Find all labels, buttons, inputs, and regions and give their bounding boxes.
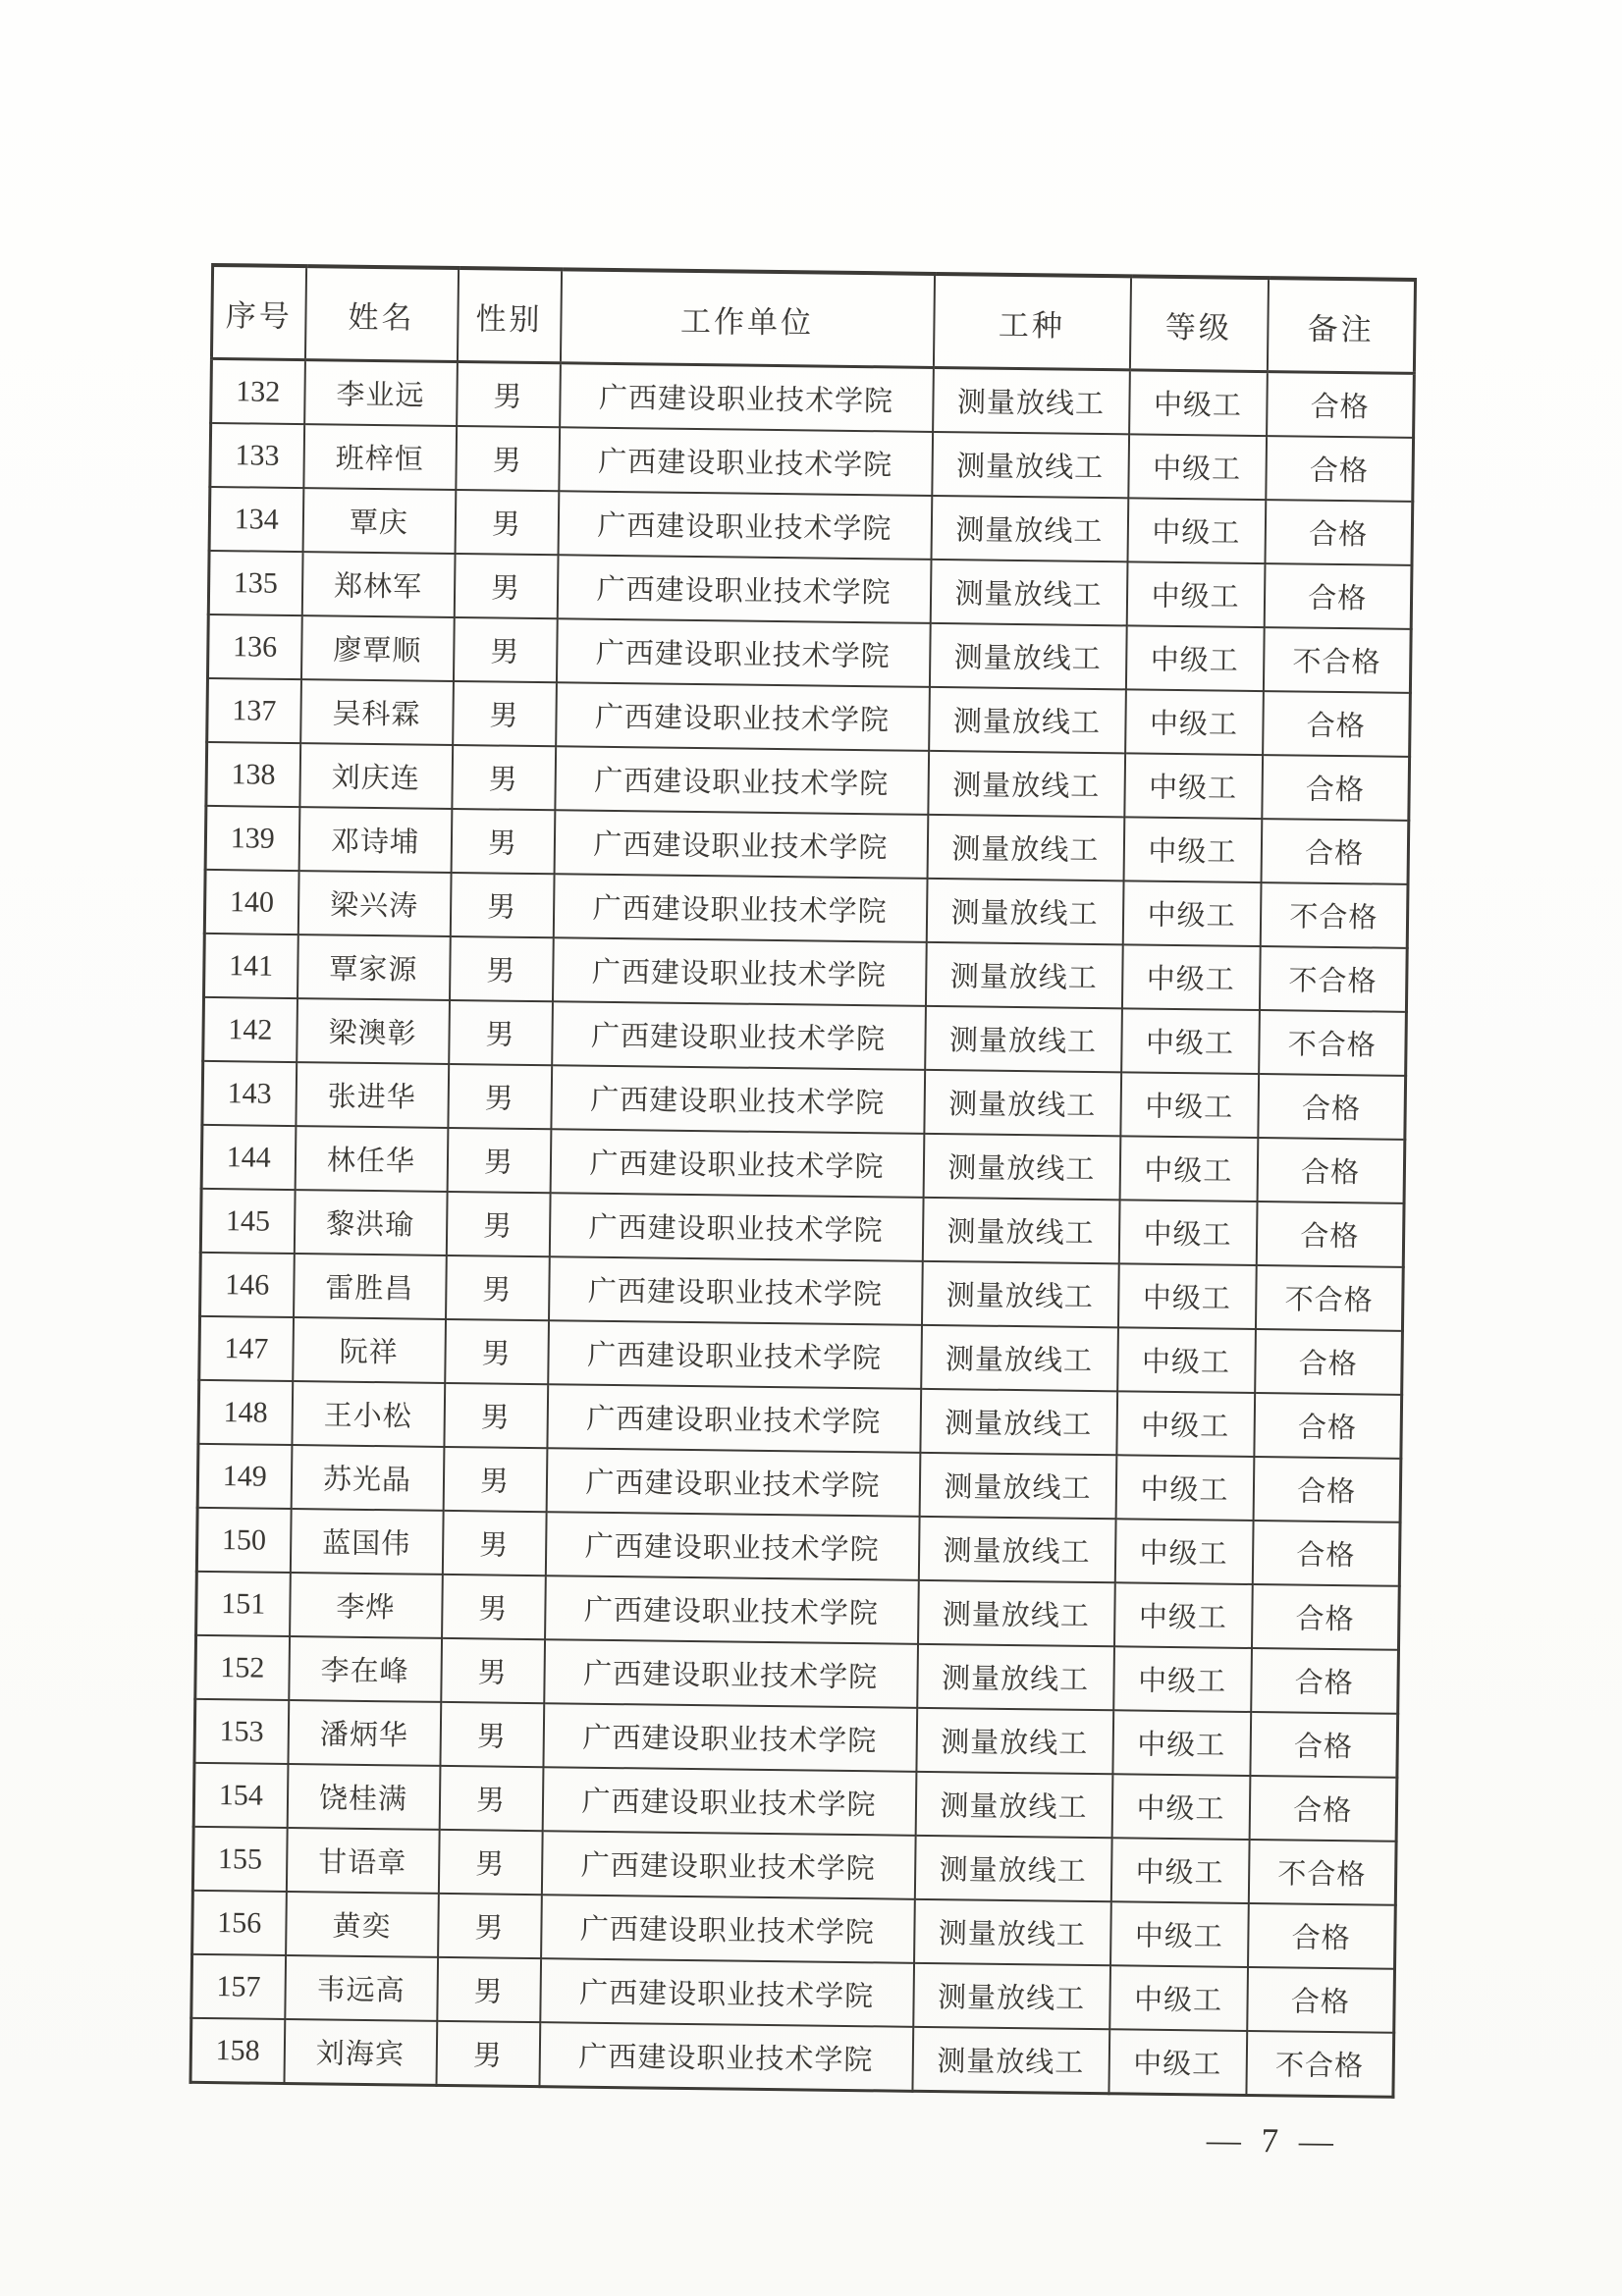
cell-name: 张进华 bbox=[296, 1062, 449, 1128]
cell-grade: 中级工 bbox=[1112, 1710, 1251, 1776]
cell-trade: 测量放线工 bbox=[929, 687, 1126, 753]
cell-gender: 男 bbox=[451, 809, 555, 874]
header-grade: 等级 bbox=[1129, 276, 1268, 371]
cell-name: 韦远高 bbox=[285, 1955, 438, 2021]
cell-grade: 中级工 bbox=[1122, 881, 1261, 946]
cell-gender: 男 bbox=[442, 1511, 546, 1575]
header-work-unit: 工作单位 bbox=[560, 269, 934, 367]
cell-grade: 中级工 bbox=[1109, 1965, 1248, 2031]
cell-remark: 合格 bbox=[1254, 1393, 1402, 1459]
cell-work-unit: 广西建设职业技术学院 bbox=[549, 1256, 923, 1325]
cell-work-unit: 广西建设职业技术学院 bbox=[558, 491, 932, 560]
cell-name: 班梓恒 bbox=[303, 424, 457, 490]
cell-work-unit: 广西建设职业技术学院 bbox=[541, 1831, 915, 1899]
cell-work-unit: 广西建设职业技术学院 bbox=[552, 937, 926, 1006]
table-row bbox=[190, 2018, 1394, 2097]
cell-serial: 143 bbox=[202, 1061, 297, 1126]
cell-grade: 中级工 bbox=[1124, 753, 1263, 819]
cell-name: 潘炳华 bbox=[288, 1700, 441, 1766]
cell-remark: 合格 bbox=[1253, 1457, 1401, 1522]
cell-grade: 中级工 bbox=[1123, 817, 1262, 882]
cell-serial: 135 bbox=[208, 551, 302, 615]
cell-work-unit: 广西建设职业技术学院 bbox=[546, 1448, 920, 1517]
cell-name: 梁兴涛 bbox=[297, 871, 451, 936]
cell-trade: 测量放线工 bbox=[915, 1772, 1112, 1838]
cell-work-unit: 广西建设职业技术学院 bbox=[543, 1703, 917, 1772]
cell-work-unit: 广西建设职业技术学院 bbox=[545, 1512, 919, 1580]
cell-remark: 合格 bbox=[1251, 1648, 1399, 1714]
page-number: — 7 — bbox=[1206, 2120, 1340, 2162]
cell-trade: 测量放线工 bbox=[925, 942, 1122, 1008]
cell-grade: 中级工 bbox=[1113, 1646, 1252, 1712]
cell-gender: 男 bbox=[448, 1064, 552, 1129]
cell-trade: 测量放线工 bbox=[928, 751, 1125, 817]
cell-trade: 测量放线工 bbox=[925, 1006, 1122, 1072]
cell-grade: 中级工 bbox=[1111, 1774, 1250, 1840]
cell-name: 吴科霖 bbox=[300, 679, 454, 745]
cell-trade: 测量放线工 bbox=[924, 1070, 1121, 1136]
cell-work-unit: 广西建设职业技术学院 bbox=[555, 746, 929, 815]
cell-grade: 中级工 bbox=[1108, 2029, 1247, 2095]
cell-gender: 男 bbox=[447, 1128, 551, 1193]
cell-name: 王小松 bbox=[292, 1381, 445, 1447]
cell-serial: 156 bbox=[192, 1891, 287, 1955]
cell-trade: 测量放线工 bbox=[913, 1963, 1110, 2029]
cell-gender: 男 bbox=[436, 2021, 540, 2087]
cell-trade: 测量放线工 bbox=[918, 1580, 1115, 1646]
cell-serial: 154 bbox=[193, 1763, 288, 1828]
cell-name: 李业远 bbox=[304, 360, 458, 426]
cell-name: 雷胜昌 bbox=[294, 1254, 447, 1319]
cell-name: 覃庆 bbox=[302, 488, 456, 554]
cell-name: 甘语章 bbox=[286, 1828, 439, 1894]
cell-serial: 153 bbox=[194, 1699, 289, 1764]
cell-work-unit: 广西建设职业技术学院 bbox=[547, 1384, 921, 1453]
cell-grade: 中级工 bbox=[1114, 1519, 1253, 1584]
cell-trade: 测量放线工 bbox=[926, 879, 1123, 944]
cell-name: 苏光晶 bbox=[291, 1445, 444, 1511]
cell-trade: 测量放线工 bbox=[930, 560, 1127, 625]
cell-work-unit: 广西建设职业技术学院 bbox=[551, 1065, 925, 1134]
cell-gender: 男 bbox=[456, 426, 560, 491]
cell-work-unit: 广西建设职业技术学院 bbox=[557, 555, 931, 623]
table-body bbox=[190, 358, 1414, 2097]
cell-serial: 134 bbox=[209, 487, 303, 552]
cell-trade: 测量放线工 bbox=[912, 2027, 1109, 2094]
cell-grade: 中级工 bbox=[1116, 1391, 1255, 1457]
cell-remark: 不合格 bbox=[1260, 882, 1408, 948]
cell-trade: 测量放线工 bbox=[918, 1517, 1115, 1582]
cell-serial: 144 bbox=[201, 1125, 296, 1190]
cell-gender: 男 bbox=[444, 1383, 548, 1448]
cell-work-unit: 广西建设职业技术学院 bbox=[556, 682, 930, 751]
cell-gender: 男 bbox=[438, 1894, 542, 1958]
cell-serial: 133 bbox=[210, 423, 304, 488]
cell-work-unit: 广西建设职业技术学院 bbox=[556, 618, 930, 687]
cell-grade: 中级工 bbox=[1125, 625, 1264, 691]
cell-trade: 测量放线工 bbox=[921, 1325, 1118, 1391]
cell-remark: 合格 bbox=[1267, 372, 1415, 438]
cell-work-unit: 广西建设职业技术学院 bbox=[549, 1193, 923, 1261]
cell-grade: 中级工 bbox=[1113, 1582, 1252, 1648]
header-serial: 序号 bbox=[211, 265, 305, 360]
cell-remark: 合格 bbox=[1251, 1584, 1399, 1650]
cell-gender: 男 bbox=[440, 1702, 544, 1767]
cell-trade: 测量放线工 bbox=[917, 1644, 1114, 1710]
cell-serial: 139 bbox=[205, 806, 299, 871]
cell-trade: 测量放线工 bbox=[923, 1134, 1120, 1200]
cell-grade: 中级工 bbox=[1127, 498, 1266, 563]
cell-work-unit: 广西建设职业技术学院 bbox=[540, 1958, 914, 2027]
cell-serial: 145 bbox=[200, 1189, 295, 1254]
cell-serial: 136 bbox=[207, 614, 301, 679]
cell-serial: 146 bbox=[200, 1253, 295, 1317]
cell-work-unit: 广西建设职业技术学院 bbox=[559, 427, 933, 496]
cell-serial: 140 bbox=[204, 870, 298, 934]
cell-work-unit: 广西建设职业技术学院 bbox=[554, 810, 928, 879]
cell-grade: 中级工 bbox=[1128, 434, 1267, 500]
cell-remark: 合格 bbox=[1265, 500, 1413, 565]
cell-work-unit: 广西建设职业技术学院 bbox=[542, 1767, 916, 1836]
cell-trade: 测量放线工 bbox=[932, 432, 1129, 498]
cell-gender: 男 bbox=[439, 1766, 543, 1831]
cell-grade: 中级工 bbox=[1117, 1263, 1256, 1329]
cell-name: 郑林军 bbox=[301, 552, 455, 617]
cell-trade: 测量放线工 bbox=[921, 1261, 1118, 1327]
cell-serial: 132 bbox=[211, 358, 305, 424]
cell-work-unit: 广西建设职业技术学院 bbox=[560, 363, 934, 432]
cell-remark: 不合格 bbox=[1246, 2031, 1394, 2097]
cell-work-unit: 广西建设职业技术学院 bbox=[550, 1129, 924, 1198]
cell-serial: 150 bbox=[196, 1508, 291, 1573]
cell-name: 刘庆连 bbox=[299, 743, 453, 809]
cell-gender: 男 bbox=[454, 554, 558, 618]
cell-name: 饶桂满 bbox=[287, 1764, 440, 1830]
cell-name: 梁澳彰 bbox=[297, 998, 450, 1064]
cell-grade: 中级工 bbox=[1120, 1072, 1259, 1138]
cell-name: 黄奕 bbox=[286, 1892, 439, 1957]
cell-serial: 138 bbox=[206, 742, 300, 807]
cell-remark: 不合格 bbox=[1255, 1265, 1403, 1331]
cell-gender: 男 bbox=[452, 745, 556, 810]
cell-remark: 合格 bbox=[1262, 755, 1410, 821]
cell-serial: 148 bbox=[198, 1380, 293, 1445]
cell-gender: 男 bbox=[450, 873, 554, 937]
cell-trade: 测量放线工 bbox=[920, 1389, 1117, 1455]
header-gender: 性别 bbox=[457, 268, 561, 363]
cell-remark: 合格 bbox=[1257, 1138, 1405, 1203]
table-header-row bbox=[211, 265, 1415, 373]
cell-trade: 测量放线工 bbox=[919, 1453, 1116, 1519]
cell-gender: 男 bbox=[446, 1192, 550, 1256]
cell-name: 李在峰 bbox=[289, 1636, 442, 1702]
cell-remark: 合格 bbox=[1264, 563, 1412, 629]
cell-grade: 中级工 bbox=[1121, 1008, 1260, 1074]
cell-name: 刘海宾 bbox=[284, 2019, 437, 2085]
cell-gender: 男 bbox=[438, 1830, 542, 1895]
header-remark: 备注 bbox=[1267, 278, 1415, 373]
cell-grade: 中级工 bbox=[1110, 1901, 1249, 1967]
cell-remark: 合格 bbox=[1248, 1903, 1396, 1969]
cell-remark: 合格 bbox=[1266, 436, 1414, 502]
cell-name: 廖覃顺 bbox=[300, 615, 454, 681]
cell-name: 覃家源 bbox=[297, 934, 451, 1000]
cell-serial: 151 bbox=[196, 1572, 291, 1636]
cell-serial: 149 bbox=[197, 1444, 292, 1509]
cell-remark: 合格 bbox=[1255, 1329, 1403, 1395]
header-name: 姓名 bbox=[304, 266, 458, 361]
cell-trade: 测量放线工 bbox=[922, 1198, 1119, 1263]
cell-trade: 测量放线工 bbox=[916, 1708, 1113, 1774]
cell-work-unit: 广西建设职业技术学院 bbox=[548, 1320, 922, 1389]
cell-gender: 男 bbox=[453, 681, 557, 746]
cell-trade: 测量放线工 bbox=[927, 815, 1124, 881]
cell-remark: 合格 bbox=[1249, 1776, 1397, 1842]
cell-gender: 男 bbox=[442, 1575, 546, 1639]
cell-work-unit: 广西建设职业技术学院 bbox=[544, 1639, 918, 1708]
cell-serial: 147 bbox=[199, 1316, 294, 1381]
cell-remark: 不合格 bbox=[1259, 1010, 1407, 1076]
cell-gender: 男 bbox=[457, 362, 561, 428]
cell-serial: 157 bbox=[191, 1954, 286, 2019]
cell-work-unit: 广西建设职业技术学院 bbox=[545, 1575, 919, 1644]
cell-work-unit: 广西建设职业技术学院 bbox=[553, 874, 927, 942]
cell-name: 阮祥 bbox=[293, 1317, 446, 1383]
cell-work-unit: 广西建设职业技术学院 bbox=[552, 1001, 926, 1070]
cell-remark: 不合格 bbox=[1259, 946, 1407, 1012]
cell-trade: 测量放线工 bbox=[914, 1836, 1111, 1901]
cell-serial: 155 bbox=[192, 1827, 287, 1892]
cell-trade: 测量放线工 bbox=[933, 367, 1130, 434]
cell-serial: 158 bbox=[190, 2018, 285, 2084]
cell-trade: 测量放线工 bbox=[914, 1899, 1111, 1965]
cell-grade: 中级工 bbox=[1118, 1200, 1257, 1265]
cell-remark: 合格 bbox=[1256, 1201, 1404, 1267]
cell-serial: 152 bbox=[195, 1635, 290, 1700]
cell-name: 邓诗埔 bbox=[298, 807, 452, 873]
cell-serial: 141 bbox=[204, 934, 298, 998]
cell-remark: 合格 bbox=[1250, 1712, 1398, 1778]
cell-gender: 男 bbox=[453, 617, 557, 682]
cell-gender: 男 bbox=[437, 1957, 541, 2022]
cell-name: 李烨 bbox=[290, 1573, 443, 1638]
cell-trade: 测量放线工 bbox=[929, 623, 1126, 689]
cell-grade: 中级工 bbox=[1129, 370, 1268, 436]
cell-remark: 合格 bbox=[1258, 1074, 1406, 1140]
cell-remark: 合格 bbox=[1252, 1521, 1400, 1586]
cell-gender: 男 bbox=[455, 490, 559, 555]
cell-remark: 合格 bbox=[1261, 819, 1409, 884]
cell-grade: 中级工 bbox=[1119, 1136, 1258, 1201]
cell-gender: 男 bbox=[443, 1447, 547, 1512]
cell-name: 黎洪瑜 bbox=[294, 1190, 447, 1255]
cell-grade: 中级工 bbox=[1115, 1455, 1254, 1521]
certification-results-table bbox=[189, 263, 1417, 2099]
cell-grade: 中级工 bbox=[1126, 561, 1265, 627]
cell-gender: 男 bbox=[445, 1319, 549, 1384]
cell-gender: 男 bbox=[449, 1000, 553, 1065]
cell-work-unit: 广西建设职业技术学院 bbox=[541, 1895, 915, 1963]
cell-remark: 合格 bbox=[1247, 1967, 1395, 2033]
cell-remark: 不合格 bbox=[1263, 627, 1411, 693]
cell-remark: 合格 bbox=[1263, 691, 1411, 757]
cell-grade: 中级工 bbox=[1125, 689, 1264, 755]
cell-name: 林任华 bbox=[295, 1126, 448, 1192]
cell-gender: 男 bbox=[441, 1638, 545, 1703]
cell-gender: 男 bbox=[449, 936, 553, 1001]
cell-work-unit: 广西建设职业技术学院 bbox=[539, 2022, 913, 2091]
cell-trade: 测量放线工 bbox=[931, 496, 1128, 561]
cell-serial: 137 bbox=[207, 678, 301, 743]
cell-remark: 不合格 bbox=[1248, 1840, 1396, 1905]
cell-grade: 中级工 bbox=[1121, 944, 1260, 1010]
cell-gender: 男 bbox=[446, 1255, 550, 1320]
cell-serial: 142 bbox=[203, 997, 297, 1062]
cell-name: 蓝国伟 bbox=[290, 1509, 443, 1575]
cell-grade: 中级工 bbox=[1110, 1838, 1249, 1903]
header-trade: 工种 bbox=[933, 274, 1130, 370]
cell-grade: 中级工 bbox=[1117, 1327, 1256, 1393]
